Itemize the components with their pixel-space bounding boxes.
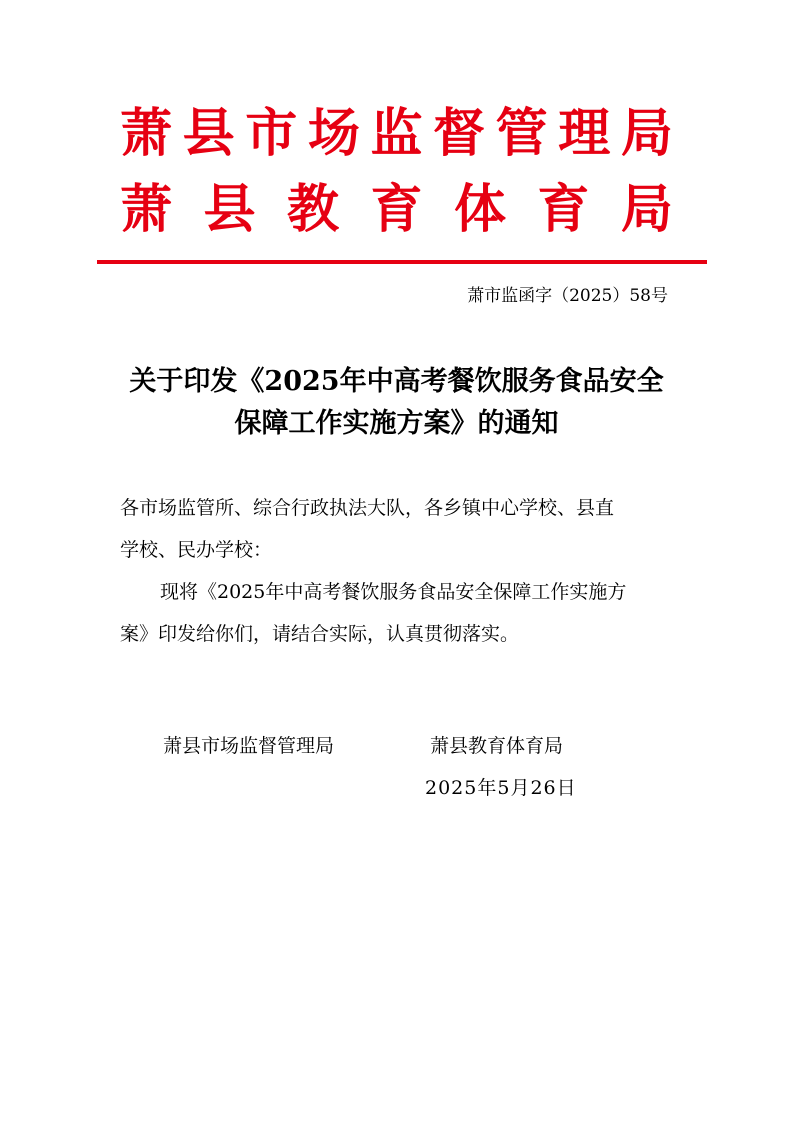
- header-char: 督: [433, 103, 486, 164]
- header-char: 局: [620, 179, 673, 240]
- signature-issuer-1: 萧县市场监督管理局: [163, 735, 335, 757]
- header-char: 育: [537, 179, 590, 240]
- red-divider-line: [97, 260, 707, 264]
- header-char: 育: [370, 179, 423, 240]
- header-char: 管: [495, 103, 548, 164]
- body-paragraph-line-2: 案》印发给你们，请结合实际，认真贯彻落实。: [120, 623, 520, 645]
- body-paragraph-line-1: 现将《2025年中高考餐饮服务食品安全保障工作实施方: [160, 581, 627, 603]
- signature-issuer-2: 萧县教育体育局: [430, 735, 564, 757]
- signature-date: 2025年5月26日: [425, 777, 577, 799]
- issuer-header-line-2: [120, 180, 673, 240]
- header-char: 场: [307, 103, 360, 164]
- header-char: 监: [370, 103, 423, 164]
- document-number: 萧市监函字（2025）58号: [467, 286, 668, 306]
- document-title-line-1: 关于印发《2025年中高考餐饮服务食品安全: [129, 366, 664, 397]
- header-char: 县: [182, 103, 235, 164]
- header-char: 萧: [120, 179, 173, 240]
- header-char: 市: [245, 103, 298, 164]
- salutation-line-2: 学校、民办学校：: [120, 539, 273, 561]
- header-char: 局: [620, 103, 673, 164]
- header-char: 萧: [120, 103, 173, 164]
- issuer-header-line-1: [120, 104, 673, 164]
- header-char: 体: [453, 179, 506, 240]
- document-title-line-2: 保障工作实施方案》的通知: [234, 408, 559, 439]
- salutation-line-1: 各市场监管所、综合行政执法大队，各乡镇中心学校、县直: [120, 497, 615, 519]
- header-char: 理: [558, 103, 611, 164]
- header-char: 县: [203, 179, 256, 240]
- header-char: 教: [286, 179, 339, 240]
